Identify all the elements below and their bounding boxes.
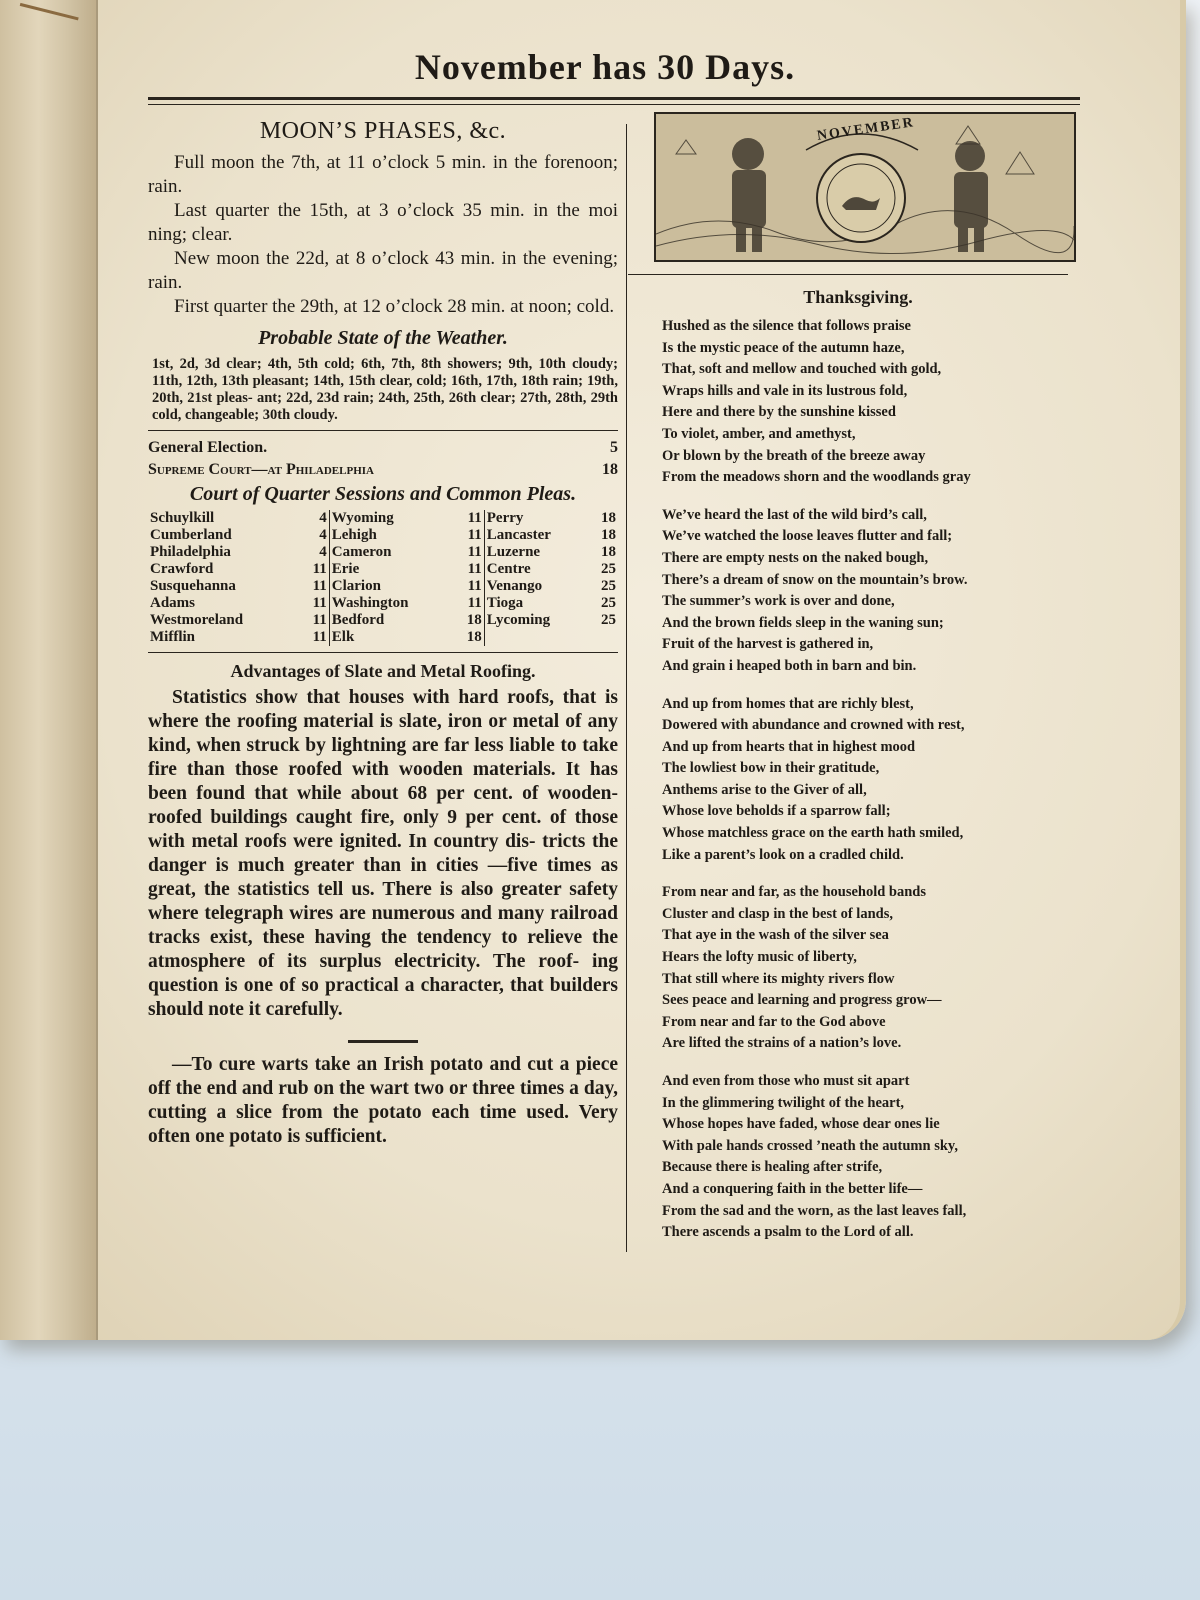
poem-line: There ascends a psalm to the Lord of all. bbox=[662, 1224, 914, 1241]
court-day: 25 bbox=[601, 561, 616, 577]
court-day: 18 bbox=[464, 612, 485, 629]
court-county: Venango bbox=[486, 578, 543, 594]
poem-line: There’s a dream of snow on the mountain’s brow. bbox=[662, 571, 968, 588]
court-day: 11 bbox=[309, 612, 330, 629]
court-county: Clarion bbox=[331, 578, 381, 594]
right-column bbox=[638, 112, 1078, 1260]
poem-line: And grain i heaped both in barn and bin. bbox=[662, 657, 917, 674]
poem-line: Anthems arise to the Giver of all, bbox=[662, 781, 867, 798]
court-county: Schuylkill bbox=[150, 510, 215, 526]
general-election-label: General Election. bbox=[148, 439, 268, 456]
supreme-court-label: Supreme Court—at Philadelphia bbox=[148, 461, 374, 478]
weather-forecast: 1st, 2d, 3d clear; 4th, 5th cold; 6th, 7th, 8th showers; 9th, 10th cloudy; 11th, 12th, 13th pleasant; 14th, 15th clear, cold; 16th, 17th, 18th rain; 19th, 20th, 21st pleas- ant; 22d, 23d rain; 24th, 25th, 26th clear; 27th, 28th, 29th cold, changeable; 30th cloudy. bbox=[152, 356, 618, 423]
poem-line: Whose matchless grace on the earth hath smiled, bbox=[662, 825, 964, 842]
title-rule bbox=[148, 97, 1080, 100]
poem-stanza bbox=[662, 882, 1078, 1055]
court-county: Philadelphia bbox=[150, 544, 231, 560]
poem-line: Is the mystic peace of the autumn haze, bbox=[662, 339, 905, 356]
court-county: Lehigh bbox=[331, 527, 377, 543]
general-election-day: 5 bbox=[610, 439, 618, 456]
page-title: November has 30 Days. bbox=[414, 47, 796, 87]
poem-line: And up from hearts that in highest mood bbox=[662, 738, 916, 755]
court-county: Bedford bbox=[331, 612, 385, 628]
court-county: Westmoreland bbox=[150, 612, 244, 628]
court-county: Adams bbox=[150, 595, 196, 611]
court-day: 4 bbox=[309, 544, 330, 561]
roofing-heading: Advantages of Slate and Metal Roofing. bbox=[230, 661, 536, 681]
poem-line: With pale hands crossed ’neath the autumn sky, bbox=[662, 1137, 958, 1154]
november-engraving bbox=[654, 112, 1076, 262]
poem-line: That still where its mighty rivers flow bbox=[662, 970, 895, 987]
court-county: Tioga bbox=[486, 595, 524, 611]
poem-line: There are empty nests on the naked bough, bbox=[662, 549, 929, 566]
court-county: Mifflin bbox=[150, 629, 195, 645]
court-county: Wyoming bbox=[331, 510, 394, 526]
poem-line: The lowliest bow in their gratitude, bbox=[662, 760, 880, 777]
poem-line: Cluster and clasp in the best of lands, bbox=[662, 905, 893, 922]
poem-body bbox=[662, 316, 1078, 1244]
court-row bbox=[148, 612, 618, 629]
poem-line: From the meadows shorn and the woodlands gray bbox=[662, 469, 971, 486]
poem-line: Hears the lofty music of liberty, bbox=[662, 949, 857, 966]
court-day: 11 bbox=[464, 544, 485, 561]
poem-line: Because there is healing after strife, bbox=[662, 1159, 883, 1176]
poem-line: From the sad and the worn, as the last leaves fall, bbox=[662, 1202, 967, 1219]
court-day: 11 bbox=[309, 629, 330, 646]
poem-line: That aye in the wash of the silver sea bbox=[662, 927, 889, 944]
poem-line: And the brown fields sleep in the waning sun; bbox=[662, 614, 944, 631]
court-day: 18 bbox=[601, 527, 616, 543]
engraving-label: NOVEMBER bbox=[816, 115, 916, 144]
short-rule bbox=[348, 1040, 418, 1043]
poem-line: And even from those who must sit apart bbox=[662, 1073, 910, 1089]
courts-table bbox=[148, 510, 618, 646]
court-county: Elk bbox=[331, 629, 355, 645]
court-county: Cumberland bbox=[150, 527, 232, 543]
court-row bbox=[148, 629, 618, 646]
court-day: 11 bbox=[464, 578, 485, 595]
court-county: Crawford bbox=[150, 561, 214, 577]
column-divider bbox=[626, 124, 627, 1252]
moon-phase-last-quarter: Last quarter the 15th, at 3 o’clock 35 min. in the moi ning; clear. bbox=[148, 200, 618, 245]
court-county: Lycoming bbox=[486, 612, 551, 628]
court-row bbox=[148, 561, 618, 578]
court-day: 25 bbox=[601, 595, 616, 611]
court-county: Lancaster bbox=[486, 527, 551, 543]
court-day: 11 bbox=[464, 595, 485, 612]
poem-line: Dowered with abundance and crowned with rest, bbox=[662, 717, 965, 734]
court-county: Cameron bbox=[331, 544, 392, 560]
moon-phases-heading: MOON’S PHASES, &c. bbox=[259, 118, 507, 144]
warts-article: —To cure warts take an Irish potato and cut a piece off the end and rub on the wart two or three times a day, cutting a slice from the potato each time used. Very often one potato is sufficient. bbox=[148, 1054, 618, 1147]
court-row bbox=[148, 595, 618, 612]
poem-line: And a conquering faith in the better life— bbox=[662, 1180, 923, 1197]
court-day: 4 bbox=[309, 527, 330, 544]
poem-line: From near and far to the God above bbox=[662, 1013, 886, 1030]
poem-line: To violet, amber, and amethyst, bbox=[662, 425, 856, 442]
court-county: Perry bbox=[486, 510, 524, 526]
court-row bbox=[148, 578, 618, 595]
court-county: Susquehanna bbox=[150, 578, 236, 594]
book-spine bbox=[0, 0, 98, 1340]
poem-line: Whose love beholds if a sparrow fall; bbox=[662, 803, 891, 820]
engraving-rule bbox=[628, 274, 1068, 275]
court-day: 18 bbox=[601, 544, 616, 560]
left-column bbox=[148, 112, 618, 1149]
court-day: 11 bbox=[309, 561, 330, 578]
poem-line: Sees peace and learning and progress grow— bbox=[662, 992, 942, 1009]
court-day: 25 bbox=[601, 612, 616, 628]
court-day: 11 bbox=[464, 561, 485, 578]
poem-stanza bbox=[662, 316, 1078, 489]
poem-stanza bbox=[662, 694, 1078, 867]
court-row bbox=[148, 510, 618, 527]
section-rule bbox=[148, 652, 618, 653]
supreme-court-day: 18 bbox=[602, 461, 618, 478]
weather-heading: Probable State of the Weather. bbox=[258, 327, 508, 349]
poem-line: Fruit of the harvest is gathered in, bbox=[662, 636, 874, 653]
court-row bbox=[148, 544, 618, 561]
title-rule-thin bbox=[148, 104, 1080, 105]
court-day: 11 bbox=[309, 595, 330, 612]
section-rule bbox=[148, 430, 618, 431]
poem-line: The summer’s work is over and done, bbox=[662, 593, 895, 610]
court-county bbox=[484, 629, 598, 646]
poem-line: Wraps hills and vale in its lustrous fold, bbox=[662, 382, 908, 399]
poem-line: Or blown by the breath of the breeze away bbox=[662, 447, 926, 464]
poem-line: And up from homes that are richly blest, bbox=[662, 695, 914, 712]
moon-phase-first-quarter: First quarter the 29th, at 12 o’clock 28 min. at noon; cold. bbox=[174, 296, 615, 317]
court-day bbox=[598, 629, 618, 646]
court-day: 4 bbox=[309, 510, 330, 527]
moon-phase-new: New moon the 22d, at 8 o’clock 43 min. in the evening; rain. bbox=[148, 248, 618, 293]
poem-line: We’ve heard the last of the wild bird’s call, bbox=[662, 506, 927, 523]
court-county: Luzerne bbox=[486, 544, 541, 560]
poem-line: In the glimmering twilight of the heart, bbox=[662, 1094, 905, 1111]
court-day: 11 bbox=[464, 527, 485, 544]
poem-line: That, soft and mellow and touched with gold, bbox=[662, 361, 942, 378]
moon-phase-full: Full moon the 7th, at 11 o’clock 5 min. in the forenoon; rain. bbox=[148, 152, 618, 197]
poem-line: Hushed as the silence that follows praise bbox=[662, 318, 911, 334]
poem-line: Here and there by the sunshine kissed bbox=[662, 404, 896, 421]
poem-title: Thanksgiving. bbox=[803, 287, 913, 307]
court-day: 18 bbox=[601, 510, 616, 526]
poem-stanza bbox=[662, 505, 1078, 678]
court-county: Centre bbox=[486, 561, 531, 577]
courts-heading: Court of Quarter Sessions and Common Pleas. bbox=[189, 483, 577, 505]
court-day: 11 bbox=[309, 578, 330, 595]
court-day: 25 bbox=[601, 578, 616, 594]
poem-line: Whose hopes have faded, whose dear ones lie bbox=[662, 1116, 940, 1133]
court-county: Washington bbox=[331, 595, 409, 611]
poem-line: We’ve watched the loose leaves flutter and fall; bbox=[662, 528, 953, 545]
court-row bbox=[148, 527, 618, 544]
poem-line: Are lifted the strains of a nation’s love. bbox=[662, 1035, 902, 1052]
poem-stanza bbox=[662, 1071, 1078, 1244]
moon-phases-list bbox=[148, 151, 618, 319]
court-day: 11 bbox=[464, 510, 485, 527]
roofing-article: Statistics show that houses with hard roofs, that is where the roofing material is slate, iron or metal of any kind, when struck by lightning are far less liable to take fire than those roofed with wooden materials. It has been found that while about 68 per cent. of wooden-roofed buildings caught fire, only 9 per cent. of those with metal roofs were ignited. In country dis- tricts the danger is much greater than in cities —five times as great, the statistics tell us. There is also greater safety where telegraph wires are numerous and many railroad tracks exist, these having the tendency to relieve the atmosphere of its surplus electricity. The roof- ing question is one of so practical a character, that builders should note it carefully. bbox=[148, 687, 618, 1020]
poem-line: From near and far, as the household bands bbox=[662, 884, 927, 901]
court-day: 18 bbox=[464, 629, 485, 646]
court-county: Erie bbox=[331, 561, 360, 577]
poem-line: Like a parent’s look on a cradled child. bbox=[662, 846, 904, 863]
supreme-court-row bbox=[148, 459, 618, 481]
general-election-row bbox=[148, 437, 618, 459]
